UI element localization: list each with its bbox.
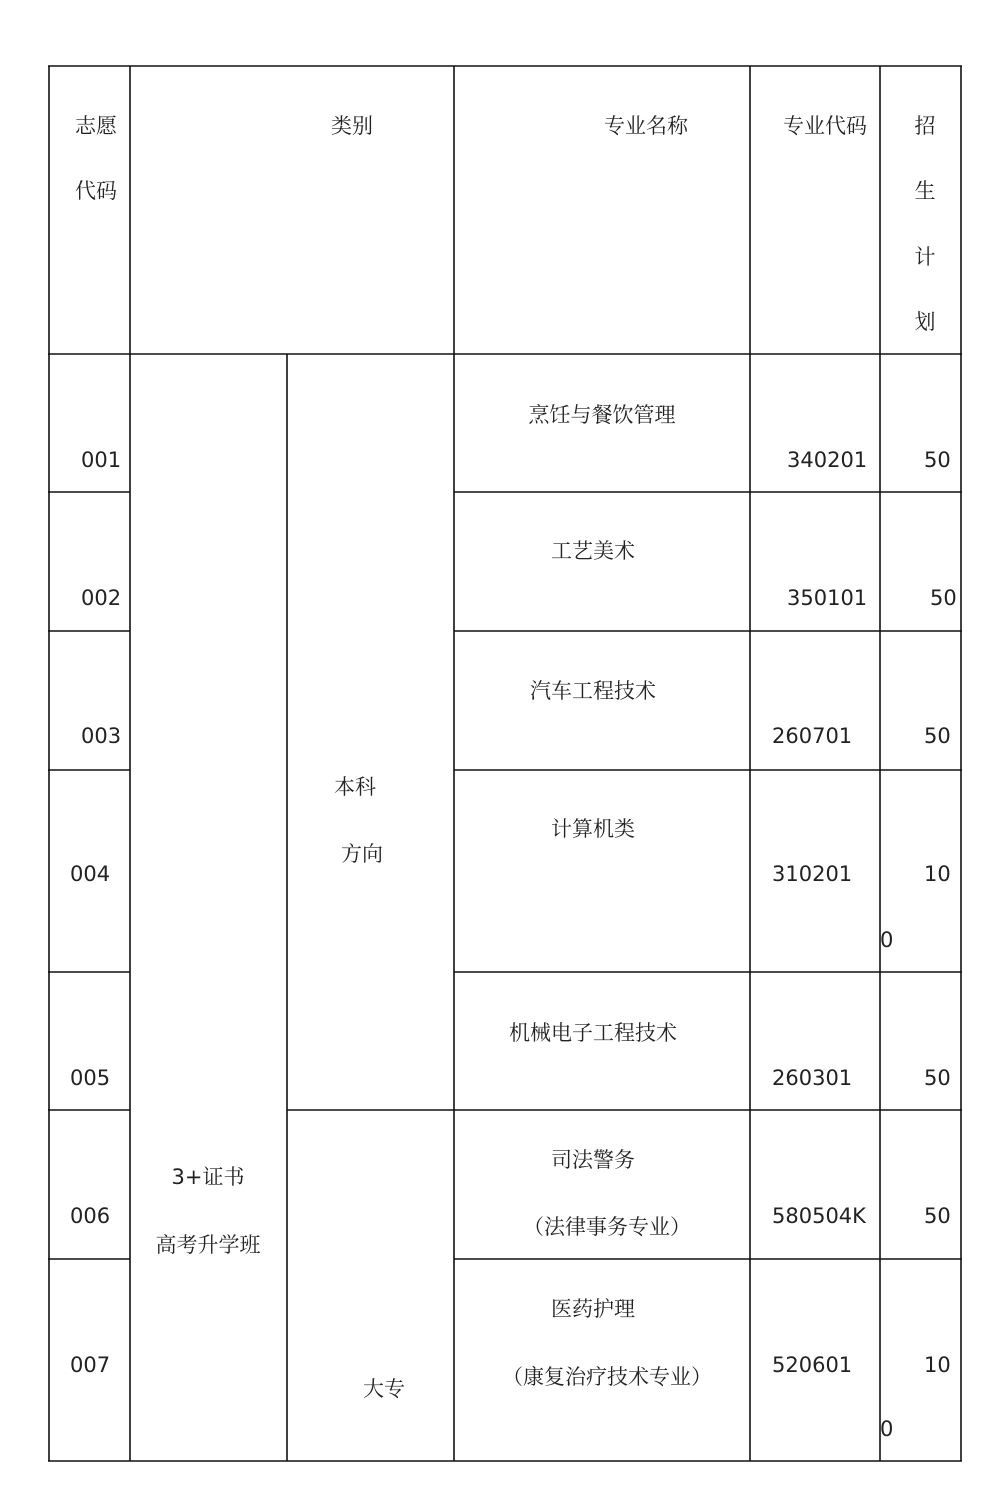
row-major-name: 汽车工程技术: [530, 679, 656, 703]
header-plan-label: 计: [914, 245, 936, 269]
direction-bachelor-label: 方向: [341, 842, 383, 866]
header-plan-label: 生: [914, 179, 936, 203]
row-plan: 10: [924, 862, 951, 886]
row-major-code: 580504K: [772, 1204, 866, 1228]
header-major-code-label: 专业代码: [783, 114, 867, 138]
row-code: 004: [70, 862, 111, 886]
row-major-name: 工艺美术: [551, 539, 635, 563]
row-major-code: 260701: [772, 724, 853, 748]
row-major-code: 310201: [772, 862, 853, 886]
row-code: 001: [81, 448, 122, 472]
row-major-code: 340201: [787, 448, 868, 472]
row-plan: 50: [924, 1066, 951, 1090]
direction-junior-label: 大专: [363, 1377, 405, 1401]
direction-bachelor-label: 本科: [334, 775, 376, 799]
row-code: 006: [70, 1204, 111, 1228]
row-major-name: 司法警务: [551, 1148, 635, 1172]
row-major-name: 医药护理: [551, 1297, 635, 1321]
row-plan-wrap: 0: [880, 1417, 894, 1441]
header-code-label: 志愿: [75, 114, 117, 138]
header-plan-label: 招: [914, 114, 936, 138]
row-major-code: 350101: [787, 586, 868, 610]
row-code: 005: [70, 1066, 111, 1090]
group-label: 3+证书: [171, 1165, 245, 1189]
row-major-code: 520601: [772, 1353, 853, 1377]
row-major-subname: （康复治疗技术专业）: [502, 1365, 712, 1389]
row-code: 007: [70, 1353, 111, 1377]
row-code: 002: [81, 586, 122, 610]
header-major-name-label: 专业名称: [604, 114, 688, 138]
row-code: 003: [81, 724, 122, 748]
row-plan: 50: [930, 586, 957, 610]
row-plan-wrap: 0: [880, 928, 894, 952]
header-code-label: 代码: [75, 179, 117, 203]
header-plan-label: 划: [914, 310, 936, 334]
header-category-label: 类别: [331, 114, 373, 138]
row-plan: 50: [924, 448, 951, 472]
row-plan: 50: [924, 1204, 951, 1228]
row-major-subname: （法律事务专业）: [523, 1215, 691, 1239]
row-major-name: 机械电子工程技术: [509, 1021, 677, 1045]
row-major-code: 260301: [772, 1066, 853, 1090]
row-plan: 10: [924, 1353, 951, 1377]
row-plan: 50: [924, 724, 951, 748]
group-label: 高考升学班: [155, 1233, 261, 1257]
row-major-name: 计算机类: [551, 817, 635, 841]
row-major-name: 烹饪与餐饮管理: [528, 403, 676, 427]
